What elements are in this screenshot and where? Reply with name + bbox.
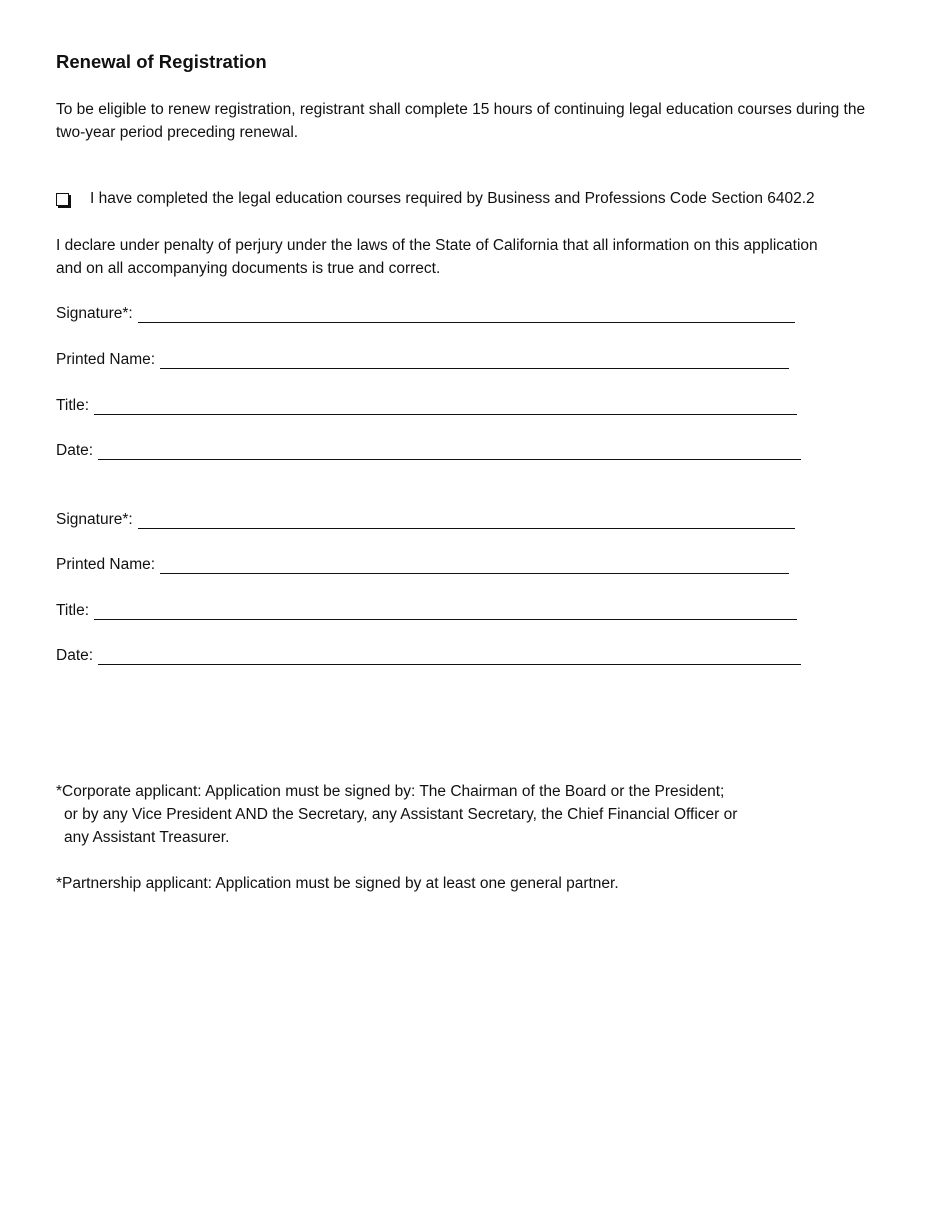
completion-checkbox[interactable] xyxy=(56,193,69,206)
signer2-date-field xyxy=(56,643,801,665)
signer2-printed-name-input[interactable] xyxy=(160,557,789,574)
eligibility-text: To be eligible to renew registration, registrant shall complete 15 hours of continuing legal education courses during the two-year period preceding renewal. xyxy=(56,101,866,141)
signer1-signature-field xyxy=(56,301,795,323)
title-label: Title: xyxy=(56,602,90,619)
corporate-applicant-note xyxy=(56,780,856,849)
signature-label: Signature*: xyxy=(56,511,133,528)
corporate-note-line-2: or by any Vice President AND the Secretary, any Assistant Secretary, the Chief Financial Officer or xyxy=(64,806,738,823)
signer1-date-field xyxy=(56,438,801,460)
signer1-printed-name-field xyxy=(56,347,789,369)
completion-checkbox-row[interactable] xyxy=(56,190,815,208)
date-label: Date: xyxy=(56,442,94,459)
printed-name-label: Printed Name: xyxy=(56,351,156,368)
signer1-title-input[interactable] xyxy=(94,398,797,415)
signer1-printed-name-input[interactable] xyxy=(160,352,789,369)
signer2-signature-input[interactable] xyxy=(138,512,795,529)
corporate-note-line-1: *Corporate applicant: Application must be signed by: The Chairman of the Board or the President; xyxy=(56,783,725,800)
signature-label: Signature*: xyxy=(56,305,133,322)
signer2-title-input[interactable] xyxy=(94,603,797,620)
signer2-date-input[interactable] xyxy=(98,648,801,665)
printed-name-label: Printed Name: xyxy=(56,556,156,573)
date-label: Date: xyxy=(56,647,94,664)
signer1-signature-input[interactable] xyxy=(138,306,795,323)
declaration-text: I declare under penalty of perjury under the laws of the State of California that all information on this application and on all accompanying documents is true and correct. xyxy=(56,237,818,277)
page-title: Renewal of Registration xyxy=(56,51,267,72)
signer2-signature-field xyxy=(56,507,795,529)
title-label: Title: xyxy=(56,397,90,414)
signer2-title-field xyxy=(56,598,797,620)
signer1-date-input[interactable] xyxy=(98,443,801,460)
partnership-applicant-note: *Partnership applicant: Application must be signed by at least one general partner. xyxy=(56,875,619,892)
signer1-title-field xyxy=(56,393,797,415)
signer2-printed-name-field xyxy=(56,552,789,574)
completion-checkbox-label: I have completed the legal education courses required by Business and Professions Code Section 6402.2 xyxy=(90,190,815,207)
corporate-note-line-3: any Assistant Treasurer. xyxy=(64,829,230,846)
